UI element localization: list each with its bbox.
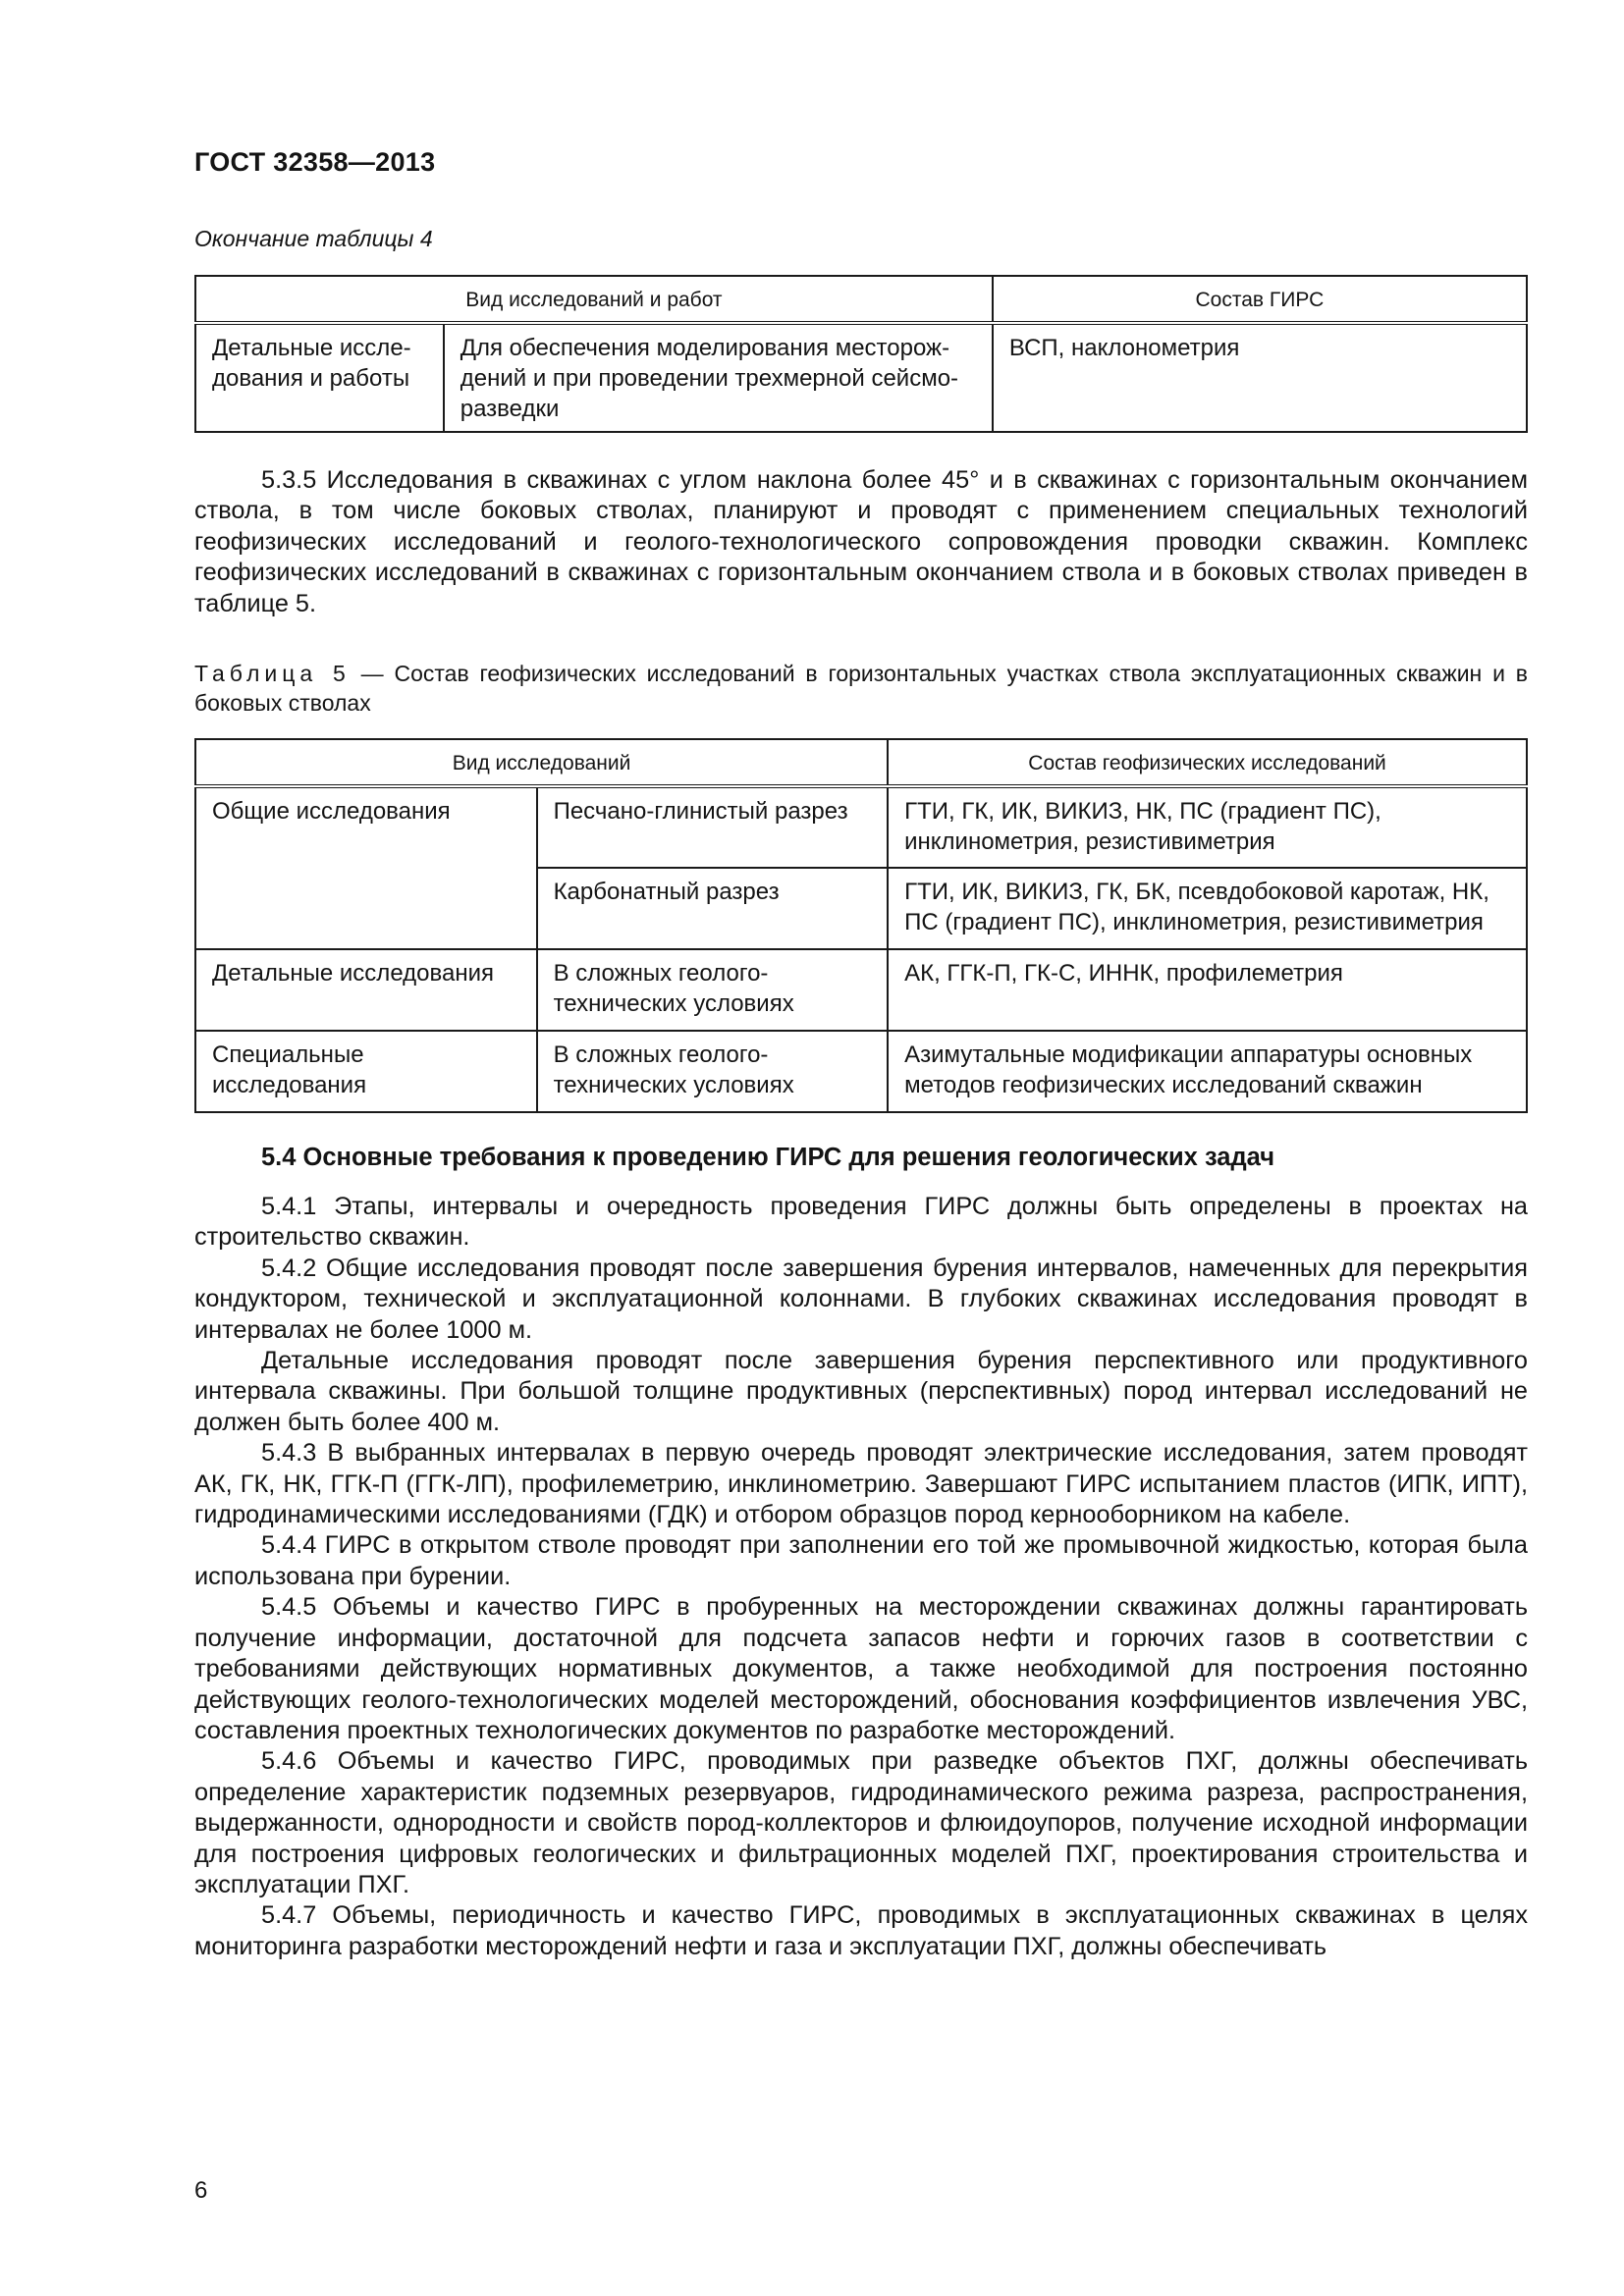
paragraph: 5.4.2 Общие исследования проводят после завершения бурения интервалов, намеченных для перекрытия кондуктором, технической и эксплуатационной колоннами. В глубоких скважинах исследования проводят в интервалах не более 1000 м. — [194, 1254, 1528, 1344]
table4-cell-composition: ВСП, наклонометрия — [993, 323, 1527, 432]
page-number: 6 — [194, 2177, 208, 2204]
table4-caption: Окончание таблицы 4 — [194, 226, 433, 251]
paragraph: 5.4.4 ГИРС в открытом стволе проводят при заполнении его той же промывочной жидкостью, которая была использована при бурении. — [194, 1531, 1528, 1590]
table5-cell-composition: ГТИ, ИК, ВИКИЗ, ГК, БК, псевдобоковой каротаж, НК, ПС (градиент ПС), инклинометрия, резистивиметрия — [888, 868, 1527, 949]
table5-cell-type: Детальные исследования — [195, 949, 537, 1031]
section-heading: 5.4 Основные требования к проведению ГИРС для решения геологических задач — [261, 1144, 1275, 1171]
table5-header-type: Вид исследований — [195, 739, 888, 786]
paragraph-5-3-5 — [194, 465, 1528, 619]
table-row — [195, 323, 1527, 432]
table5-cell-type: Общие исследования — [195, 786, 537, 949]
table-4 — [194, 275, 1528, 433]
paragraph: 5.4.7 Объемы, периодичность и качество ГИРС, проводимых в эксплуатационных скважинах в целях мониторинга разработки месторождений нефти и газа и эксплуатации ПХГ, должны обеспечивать — [194, 1901, 1528, 1960]
table5-title — [194, 659, 1528, 718]
table5-cell-type: Специальные исследования — [195, 1031, 537, 1112]
table5-cell-condition: В сложных геолого-технических условиях — [537, 1031, 889, 1112]
section-5-4-body — [194, 1192, 1528, 1962]
table5-cell-composition: Азимутальные модификации аппаратуры основных методов геофизических исследований скважин — [888, 1031, 1527, 1112]
table-row — [195, 1031, 1527, 1112]
paragraph: 5.4.3 В выбранных интервалах в первую очередь проводят электрические исследования, затем проводят АК, ГК, НК, ГГК-П (ГГК-ЛП), профилеметрию, инклинометрию. Завершают ГИРС испытанием пластов (ИПК, ИПТ), гидродинамическими исследованиями (ГДК) и отбором образцов пород кернооборником на кабеле. — [194, 1439, 1528, 1529]
table5-header-composition: Состав геофизических исследований — [888, 739, 1527, 786]
table5-cell-composition: ГТИ, ГК, ИК, ВИКИЗ, НК, ПС (градиент ПС), инклинометрия, резистивиметрия — [888, 786, 1527, 868]
table5-cell-composition: АК, ГГК-П, ГК-С, ИННК, профилеметрия — [888, 949, 1527, 1031]
paragraph: 5.3.5 Исследования в скважинах с углом наклона более 45° и в скважинах с горизонтальным окончанием ствола, в том числе боковых стволах, планируют и проводят с применением специальных технологий геофизических исследований и геолого-технологического сопровождения проводки скважин. Комплекс геофизических исследований в скважинах с горизонтальным окончанием ствола и в боковых стволах приведен в таблице 5. — [194, 466, 1528, 617]
table4-header-composition: Состав ГИРС — [993, 276, 1527, 323]
table4-cell-type: Детальные иссле-дования и работы — [195, 323, 444, 432]
table5-title-text: — Состав геофизических исследований в горизонтальных участках ствола эксплуатационных скважин и в боковых стволах — [194, 661, 1528, 716]
table-row — [195, 949, 1527, 1031]
document-code: ГОСТ 32358—2013 — [194, 147, 436, 177]
paragraph: Детальные исследования проводят после завершения бурения перспективного или продуктивного интервала скважины. При большой толщине продуктивных (перспективных) пород интервал исследований не должен быть более 400 м. — [194, 1347, 1528, 1436]
table5-title-label: Таблица 5 — [194, 661, 351, 686]
paragraph: 5.4.6 Объемы и качество ГИРС, проводимых при разведке объектов ПХГ, должны обеспечивать определение характеристик подземных резервуаров, гидродинамического режима разреза, распространения, выдержанности, однородности и свойств пород-коллекторов и флюидоупоров, получение исходной информации для построения цифровых геологических и фильтрационных моделей ПХГ, проектирования строительства и эксплуатации ПХГ. — [194, 1747, 1528, 1898]
table-row — [195, 786, 1527, 868]
table4-header-type: Вид исследований и работ — [195, 276, 993, 323]
table5-cell-condition: Песчано-глинистый разрез — [537, 786, 889, 868]
paragraph: 5.4.1 Этапы, интервалы и очередность проведения ГИРС должны быть определены в проектах на строительство скважин. — [194, 1193, 1528, 1252]
table5-cell-condition: В сложных геолого-технических условиях — [537, 949, 889, 1031]
table-5 — [194, 738, 1528, 1113]
paragraph: 5.4.5 Объемы и качество ГИРС в пробуренных на месторождении скважинах должны гарантировать получение информации, достаточной для подсчета запасов нефти и горючих газов в соответствии с требованиями действующих нормативных документов, а также необходимой для построения постоянно действующих геолого-технологических моделей месторождений, обоснования коэффициентов извлечения УВС, составления проектных технологических документов по разработке месторождений. — [194, 1593, 1528, 1744]
table4-cell-purpose: Для обеспечения моделирования месторож-дений и при проведении трехмерной сейсмо-разведки — [444, 323, 993, 432]
table5-cell-condition: Карбонатный разрез — [537, 868, 889, 949]
